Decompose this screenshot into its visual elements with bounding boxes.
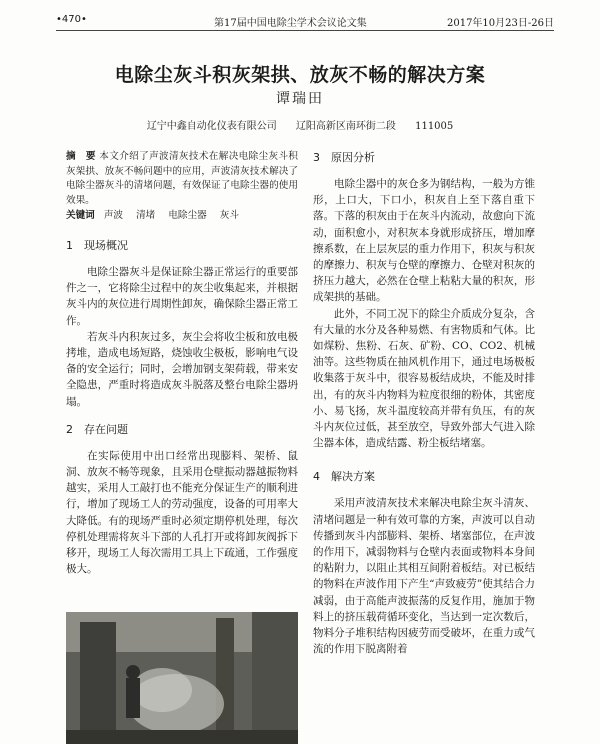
paper-title: 电除尘灰斗积灰架拱、放灰不畅的解决方案 bbox=[114, 64, 486, 86]
site-photo-graphic bbox=[66, 612, 298, 744]
affiliation bbox=[0, 117, 600, 132]
keyword: 声波 bbox=[103, 210, 124, 222]
running-header bbox=[56, 10, 554, 31]
section-heading-4: 4 解决方案 bbox=[313, 470, 375, 484]
section-1-paragraph: 电除尘器灰斗是保证除尘器正常运行的重要部件之一，它将除尘过程中的灰尘收集起来，并根据灰斗内的灰位进行周期性卸灰，确保除尘器正常工作。 bbox=[66, 265, 298, 327]
keyword: 电除尘器 bbox=[168, 210, 207, 222]
affiliation-address: 辽阳高新区南环街二段 bbox=[295, 121, 396, 132]
author-name: 谭瑞田 bbox=[276, 91, 324, 107]
keyword: 清堵 bbox=[136, 210, 156, 222]
abstract bbox=[66, 150, 298, 208]
abstract-text: 本文介绍了声波清灰技术在解决电除尘灰斗积灰架拱、放灰不畅问题中的应用，声波清灰技术解决了电除尘器灰斗的清堵问题，有效保证了电除尘器的使用效果。 bbox=[66, 151, 299, 206]
section-heading-3: 3 原因分析 bbox=[313, 151, 375, 164]
conference-name: 第17届中国电除尘学术会议论文集 bbox=[214, 18, 367, 29]
site-photo bbox=[66, 612, 298, 744]
section-3-paragraph: 此外，不同工况下的除尘介质成分复杂，含有大量的水分及各种易燃、有害物质和气体。比如煤粉、焦粉、石灰、矿粉、CO、CO2、机械油等。这些物质在抽风机作用下，通过电场极板收集落于灰斗中，很容易板结成块，不能及时排出，有的灰斗内物料为粒度很细的粉体，其密度小、易飞扬，灰斗温度较高并带有负压，有的灰斗内灰位过低，甚至放空，导致外部大气进入除尘器本体，造成结露、粉尘板结堵塞。 bbox=[313, 307, 535, 450]
abstract-label: 摘 要 bbox=[66, 151, 96, 162]
keywords bbox=[66, 209, 298, 224]
conference-date: 2017年10月23日-26日 bbox=[446, 18, 554, 29]
affiliation-org: 辽宁中鑫自动化仪表有限公司 bbox=[146, 121, 277, 132]
section-heading-2: 2 存在问题 bbox=[66, 422, 128, 436]
section-1-paragraph: 若灰斗内积灰过多，灰尘会将收尘板和放电极拷堆，造成电场短路，烧蚀收尘极板，影响电气设备的安全运行；同时，会增加钢支架荷载，带来安全隐患，严重时将造成灰斗脱落及整台电除尘器坍塌。 bbox=[66, 330, 298, 408]
section-heading-1: 1 现场概况 bbox=[66, 238, 128, 252]
keyword: 灰斗 bbox=[219, 210, 239, 222]
section-4-paragraph: 采用声波清灰技术来解决电除尘灰斗清灰、清堵问题是一种有效可靠的方案，声波可以自动传播到灰斗内部膨料、架桥、堵塞部位，在声波的作用下，减弱物料与仓壁内表面或物料本身间的粘附力，以阻止其相互间附着板结。对已板结的物料在声波作用下产生“声致疲劳”使其结合力减弱，由于高能声波振荡的反复作用，施加于物料上的挤压载荷循环变化，当达到一定次数后，物料分子堆积结构因疲劳而受破坏，在重力或气流的作用下脱离附着 bbox=[313, 497, 535, 656]
section-2-paragraph: 在实际使用中出口经常出现膨料、架桥、鼠洞、放灰不畅等现象，且采用仓壁振动器越振物料越实，采用人工敲打也不能充分保证生产的顺利进行，增加了现场工人的劳动强度，设备的可用率大大降低。有的现场严重时必须定期停机处理，每次停机处理需将灰斗下部的人孔打开或将卸灰阀拆下移开，现场工人每次需用工具上下疏通，工作强度极大。 bbox=[66, 449, 298, 576]
keywords-label: 关键词 bbox=[66, 210, 95, 222]
affiliation-postcode: 111005 bbox=[415, 121, 454, 132]
right-column bbox=[313, 150, 535, 657]
left-column bbox=[66, 150, 298, 577]
page-number: •470• bbox=[56, 14, 87, 25]
section-3-paragraph: 电除尘器中的灰仓多为钢结构，一般为方锥形，上口大，下口小，积灰自上至下落自重下落。下落的积灰由于在灰斗内流动，故愈向下流动，面积愈小，对积灰本身就形成挤压，增加摩擦系数，在上层灰层的重力作用下，积灰与积灰的摩擦力、积灰与仓壁的摩擦力、仓壁对积灰的挤压力越大，必然在仓壁上粘粘大量的积灰，形成架拱的基础。 bbox=[313, 178, 535, 304]
